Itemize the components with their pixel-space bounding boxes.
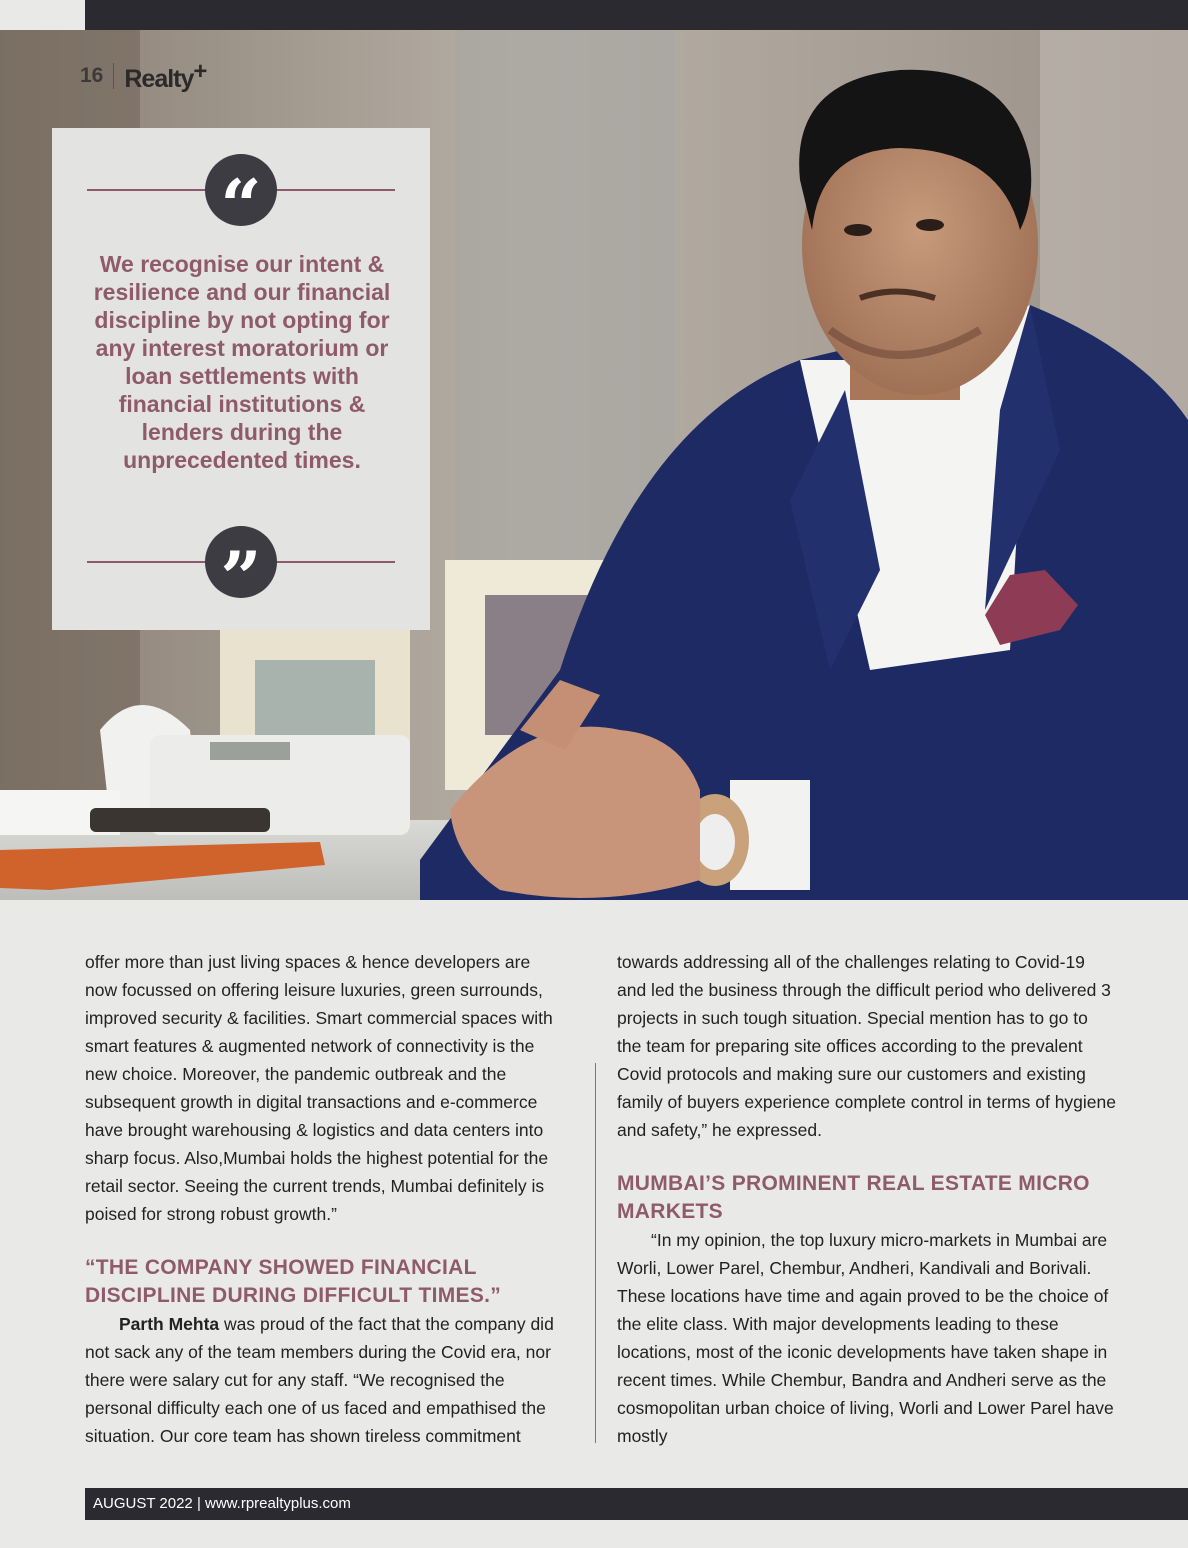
body-paragraph xyxy=(85,1310,565,1450)
article-column-right xyxy=(617,948,1117,1450)
body-paragraph: offer more than just living spaces & hence developers are now focussed on offering leisure luxuries, green surrounds, improved security & facilities. Smart commercial spaces with smart features & augmented network of connectivity is the new choice. Moreover, the pandemic outbreak and the subsequent growth in digital transactions and e-commerce have brought warehousing & logistics and data centers into sharp focus. Also,Mumbai holds the highest potential for the retail sector. Seeing the current trends, Mumbai definitely is poised for strong robust growth.” xyxy=(85,952,553,1224)
open-quote-icon xyxy=(205,154,277,248)
column-divider xyxy=(595,1063,596,1443)
person-name: Parth Mehta xyxy=(119,1314,220,1334)
top-bar xyxy=(85,0,1188,30)
pull-quote-text: We recognise our intent & resilience and our financial discipline by not opting for any interest moratorium or loan settlements with financial institutions & lenders during the unprecedented times. xyxy=(93,251,391,473)
footer-bar xyxy=(85,1488,1188,1520)
logo-plus: + xyxy=(193,58,207,85)
close-quote-icon xyxy=(205,526,277,620)
page-header xyxy=(80,58,206,94)
magazine-logo xyxy=(124,58,206,94)
close-quote-mark: ” xyxy=(220,534,262,620)
paragraph-text: was proud of the fact that the company did not sack any of the team members during the Covid era, nor there were salary cut for any staff. “We recognised the personal difficulty each one of us faced and empathised the situation. Our core team has shown tireless commitment xyxy=(85,1314,554,1446)
footer-text: AUGUST 2022 | www.rprealtyplus.com xyxy=(93,1495,351,1512)
logo-text: Realty xyxy=(124,65,194,93)
body-paragraph: towards addressing all of the challenges relating to Covid-19 and led the business through the difficult period who delivered 3 projects in such tough situation. Special mention has to go to the team for preparing site offices according to the prevalent Covid protocols and making sure our customers and existing family of buyers experience complete control in terms of hygiene and safety,” he expressed. xyxy=(617,952,1116,1140)
section-heading: MUMBAI’S PROMINENT REAL ESTATE MICRO MARKETS xyxy=(617,1172,1090,1223)
open-quote-mark: “ xyxy=(220,162,262,248)
pull-quote-box xyxy=(52,128,430,630)
body-paragraph: “In my opinion, the top luxury micro-markets in Mumbai are Worli, Lower Parel, Chembur, Andheri, Kandivali and Borivali. These locations have time and again proved to be the choice of the elite class. With major developments leading to these locations, most of the iconic developments have taken shape in recent times. While Chembur, Bandra and Andheri serve as the cosmopolitan urban choice of living, Worli and Lower Parel have mostly xyxy=(617,1230,1114,1446)
section-heading: “THE COMPANY SHOWED FINANCIAL DISCIPLINE DURING DIFFICULT TIMES.” xyxy=(85,1256,502,1307)
page-number: 16 xyxy=(80,64,104,87)
article-column-left xyxy=(85,948,565,1450)
header-divider xyxy=(113,63,114,89)
